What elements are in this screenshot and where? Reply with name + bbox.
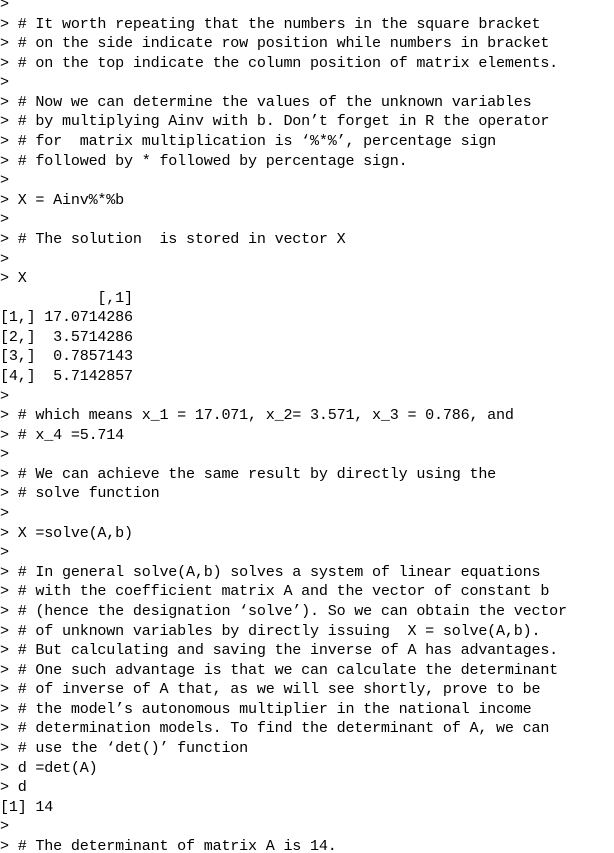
console-line: > # Now we can determine the values of the unknown variables <box>0 92 532 111</box>
console-line: > X = Ainv%*%b <box>0 190 125 209</box>
console-line: > <box>0 445 9 464</box>
console-line: > <box>0 249 9 268</box>
console-line: > # the model’s autonomous multiplier in the national income <box>0 699 532 718</box>
console-output-line: [1] 14 <box>0 797 54 816</box>
console-line: > <box>0 543 9 562</box>
matrix-column-header: [,1] <box>0 288 133 307</box>
matrix-row: [2,] 3.5714286 <box>0 327 133 346</box>
console-line: > # But calculating and saving the inverse of A has advantages. <box>0 641 559 660</box>
matrix-row: [4,] 5.7142857 <box>0 366 133 385</box>
console-line: > <box>0 210 9 229</box>
console-line: > # The determinant of matrix A is 14. <box>0 836 337 853</box>
console-line: > <box>0 817 9 836</box>
console-line: > <box>0 0 9 13</box>
console-line: > # solve function <box>0 484 160 503</box>
console-line: > # (hence the designation ‘solve’). So we can obtain the vector <box>0 601 567 620</box>
console-line: > # of inverse of A that, as we will see shortly, prove to be <box>0 680 541 699</box>
matrix-row: [1,] 17.0714286 <box>0 308 133 327</box>
console-line: > # In general solve(A,b) solves a system of linear equations <box>0 562 541 581</box>
console-line: > # followed by * followed by percentage sign. <box>0 151 408 170</box>
console-line: > # of unknown variables by directly issuing X = solve(A,b). <box>0 621 541 640</box>
console-line: > # determination models. To find the determinant of A, we can <box>0 719 550 738</box>
console-line: > X =solve(A,b) <box>0 523 133 542</box>
console-line: > # by multiplying Ainv with b. Don’t forget in R the operator <box>0 112 550 131</box>
console-line: > # x_4 =5.714 <box>0 425 125 444</box>
console-line: > # It worth repeating that the numbers in the square bracket <box>0 14 541 33</box>
console-line: > <box>0 386 9 405</box>
console-line: > <box>0 171 9 190</box>
console-line: > d =det(A) <box>0 758 98 777</box>
console-line: > <box>0 73 9 92</box>
console-line: > # One such advantage is that we can calculate the determinant <box>0 660 559 679</box>
console-line: > # on the top indicate the column position of matrix elements. <box>0 53 559 72</box>
console-line: > <box>0 504 9 523</box>
console-line: > d <box>0 778 27 797</box>
console-line: > # on the side indicate row position while numbers in bracket <box>0 34 550 53</box>
console-line: > # with the coefficient matrix A and the vector of constant b <box>0 582 550 601</box>
console-line: > # use the ‘det()’ function <box>0 738 249 757</box>
console-line: > # We can achieve the same result by directly using the <box>0 464 497 483</box>
console-line: > # for matrix multiplication is ‘%*%’, percentage sign <box>0 132 497 151</box>
console-line: > # which means x_1 = 17.071, x_2= 3.571, x_3 = 0.786, and <box>0 406 514 425</box>
matrix-row: [3,] 0.7857143 <box>0 347 133 366</box>
console-line: > X <box>0 269 27 288</box>
console-line: > # The solution is stored in vector X <box>0 229 346 248</box>
